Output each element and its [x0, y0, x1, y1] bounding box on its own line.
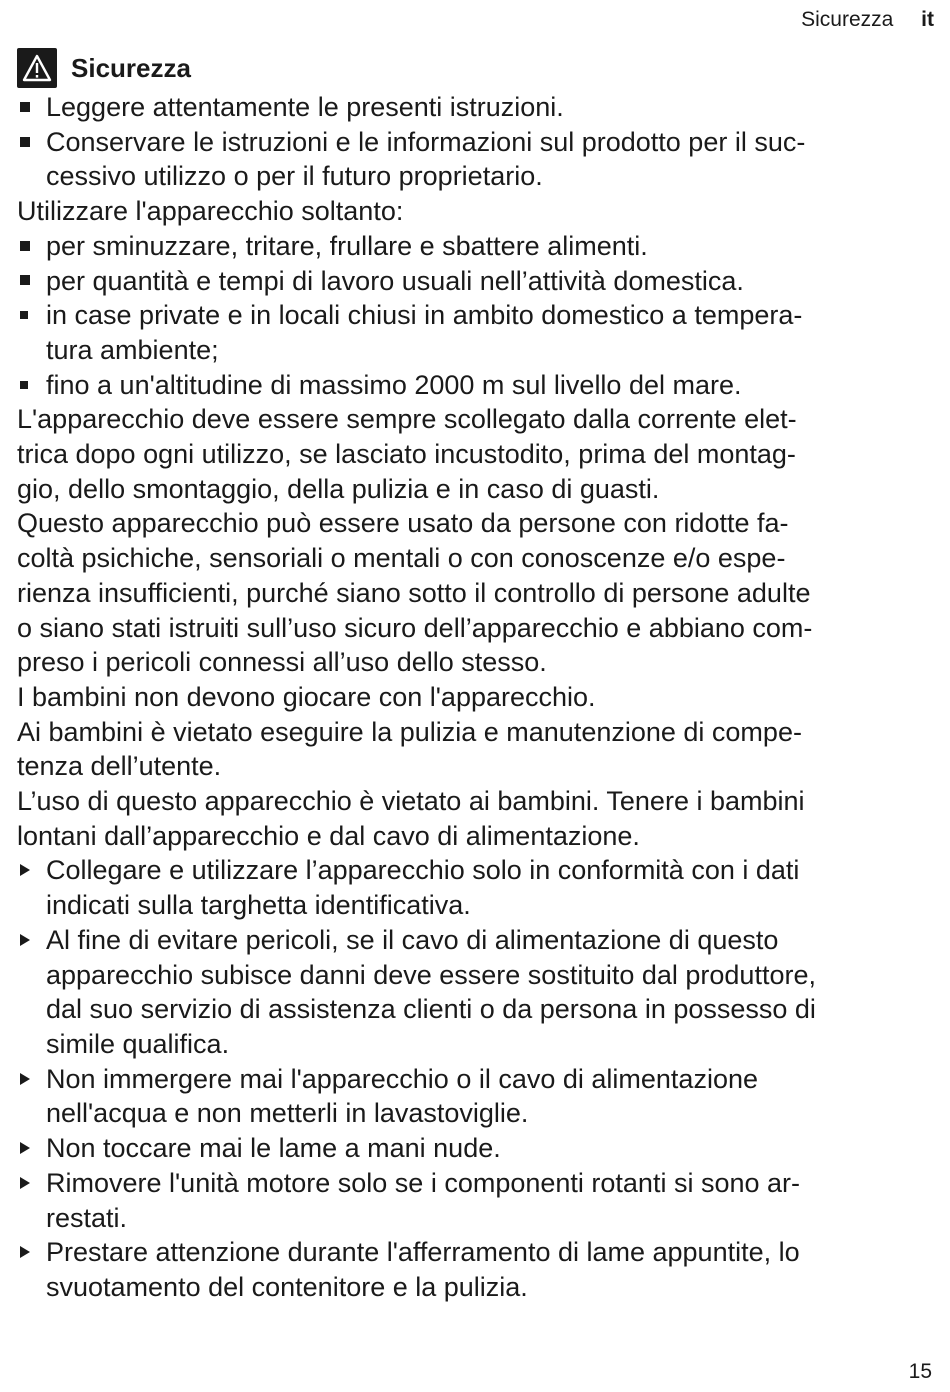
arrow-bullet-icon — [20, 1073, 30, 1085]
text-line: gio, dello smontaggio, della pulizia e in caso di guasti. — [17, 473, 660, 504]
instruction-item — [17, 853, 937, 922]
square-bullet-icon — [20, 102, 30, 112]
text-line: in case private e in locali chiusi in ambito domestico a tempera- — [46, 300, 803, 331]
text-line: Leggere attentamente le presenti istruzioni. — [46, 92, 564, 122]
text-line: nell'acqua e non metterli in lavastoviglie. — [46, 1098, 529, 1129]
paragraph — [17, 402, 937, 506]
page-title: Sicurezza — [71, 53, 191, 83]
paragraph — [17, 506, 937, 680]
list-item — [17, 229, 937, 264]
text-line: Non toccare mai le lame a mani nude. — [46, 1133, 501, 1164]
square-bullet-icon — [20, 381, 28, 389]
instruction-item — [17, 923, 937, 1062]
instruction-item — [17, 1131, 937, 1166]
text-line: per sminuzzare, tritare, frullare e sbattere alimenti. — [46, 230, 648, 261]
header-language: it — [921, 8, 934, 31]
text-line: I bambini non devono giocare con l'apparecchio. — [17, 681, 596, 712]
text-line: L'apparecchio deve essere sempre scollegato dalla corrente elet- — [17, 404, 797, 435]
text-line: rienza insufficienti, purché siano sotto il controllo di persone adulte — [17, 577, 811, 608]
paragraph — [17, 784, 937, 853]
list-item — [17, 298, 937, 367]
arrow-bullet-icon — [20, 1142, 30, 1154]
list-item — [17, 125, 937, 194]
text-line: lontani dall’apparecchio e dal cavo di alimentazione. — [17, 820, 640, 851]
text-line: Prestare attenzione durante l'afferramento di lame appuntite, lo — [46, 1237, 800, 1268]
square-bullet-icon — [20, 275, 30, 285]
text-line: o siano stati istruiti sull’uso sicuro dell’apparecchio e abbiano com- — [17, 612, 813, 643]
text-line: restati. — [46, 1202, 128, 1233]
text-line: svuotamento del contenitore e la pulizia. — [46, 1271, 528, 1302]
header-section: Sicurezza — [801, 8, 894, 31]
text-line: per quantità e tempi di lavoro usuali nell’attività domestica. — [46, 265, 744, 296]
text-line: Questo apparecchio può essere usato da persone con ridotte fa- — [17, 508, 789, 539]
safety-text — [17, 90, 937, 1305]
page-content — [17, 46, 937, 1305]
list-item — [17, 264, 937, 299]
text-line: apparecchio subisce danni deve essere sostituito dal produttore, — [46, 959, 816, 990]
page-number: 15 — [908, 1360, 932, 1383]
text-line: Conservare le istruzioni e le informazioni sul prodotto per il suc- — [46, 126, 806, 157]
text-line: cessivo utilizzo o per il futuro proprietario. — [46, 161, 543, 192]
section-heading — [17, 46, 937, 90]
text-line: L’uso di questo apparecchio è vietato ai bambini. Tenere i bambini — [17, 786, 805, 817]
text-line: indicati sulla targhetta identificativa. — [46, 890, 471, 921]
arrow-bullet-icon — [20, 1177, 30, 1189]
warning-icon — [17, 48, 57, 88]
text-line: simile qualifica. — [46, 1028, 230, 1059]
text-line: Collegare e utilizzare l’apparecchio solo in conformità con i dati — [46, 855, 800, 886]
text-line: dal suo servizio di assistenza clienti o da persona in possesso di — [46, 994, 816, 1025]
running-header — [801, 8, 934, 32]
instruction-item — [17, 1062, 937, 1131]
instruction-item — [17, 1166, 937, 1235]
arrow-bullet-icon — [20, 1246, 30, 1258]
list-item — [17, 90, 937, 125]
text-line: Ai bambini è vietato eseguire la pulizia e manutenzione di compe- — [17, 716, 802, 747]
text-line: Utilizzare l'apparecchio soltanto: — [17, 196, 404, 227]
text-line: trica dopo ogni utilizzo, se lasciato incustodito, prima del montag- — [17, 439, 796, 470]
arrow-bullet-icon — [20, 934, 30, 946]
square-bullet-icon — [20, 241, 30, 251]
text-line: Non immergere mai l'apparecchio o il cavo di alimentazione — [46, 1063, 758, 1094]
arrow-bullet-icon — [20, 864, 30, 876]
text-line: Al fine di evitare pericoli, se il cavo di alimentazione di questo — [46, 924, 779, 955]
square-bullet-icon — [20, 311, 28, 319]
list-item — [17, 368, 937, 403]
paragraph — [17, 715, 937, 784]
text-line: preso i pericoli connessi all’uso dello stesso. — [17, 647, 547, 678]
text-line: fino a un'altitudine di massimo 2000 m sul livello del mare. — [46, 369, 742, 400]
text-line: tenza dell’utente. — [17, 751, 222, 782]
text-line: tura ambiente; — [46, 334, 219, 365]
text-line: Rimovere l'unità motore solo se i componenti rotanti si sono ar- — [46, 1167, 800, 1198]
instruction-item — [17, 1235, 937, 1304]
paragraph — [17, 194, 937, 229]
text-line: coltà psichiche, sensoriali o mentali o con conoscenze e/o espe- — [17, 543, 786, 574]
paragraph — [17, 680, 937, 715]
square-bullet-icon — [20, 137, 30, 147]
